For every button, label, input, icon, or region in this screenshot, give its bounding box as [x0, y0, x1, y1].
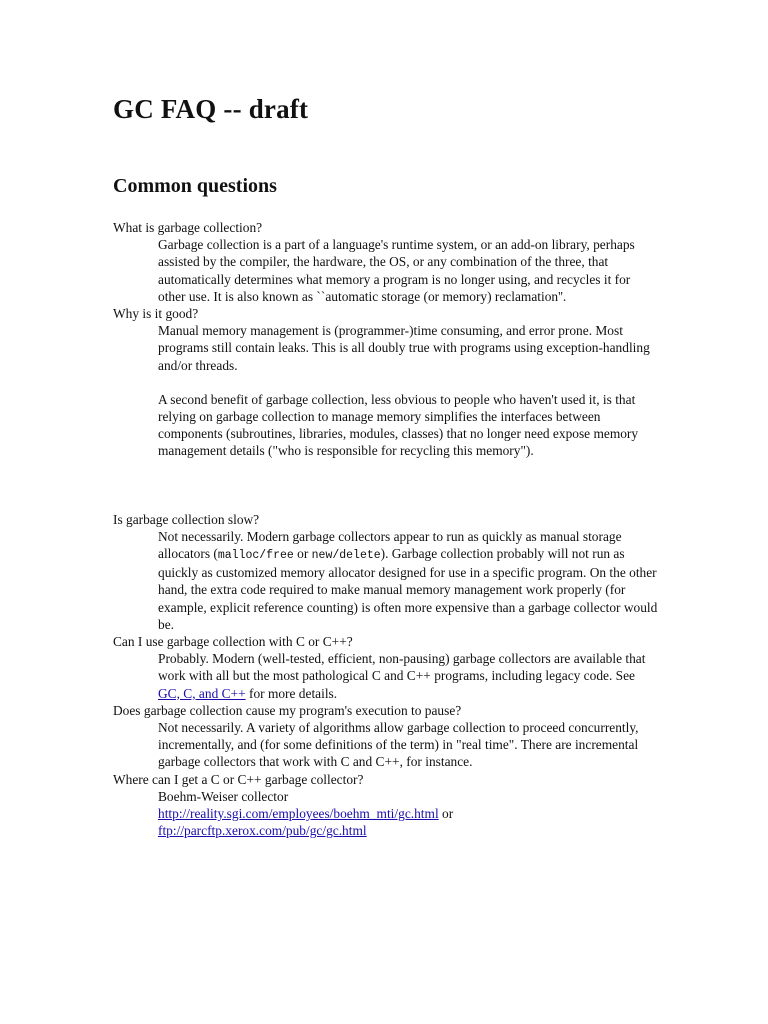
sgi-boehm-link[interactable]: http://reality.sgi.com/employees/boehm_mti/gc.html [158, 806, 439, 822]
answer-text: ). Garbage collection probably will not run as quickly as customized memory allocator designed for use in a specific program. On the other hand, the extra code required to make manual memory management work properly (for example, explicit reference counting) is often more expensive than a garbage collector would be. [158, 546, 658, 632]
page-title: GC FAQ -- draft [113, 94, 309, 124]
answer-paragraph: Garbage collection is a part of a language's runtime system, or an add-on library, perhaps assisted by the compiler, the hardware, the OS, or any combination of the three, that automatically determines what memory a program is no longer using, and recycles it for other use. It is also known as ``automatic storage (or memory) reclamation''. [158, 237, 635, 304]
answer-text: or [438, 806, 454, 822]
faq-answer-what-is-gc [158, 236, 658, 305]
faq-answer-is-gc-slow [158, 528, 658, 633]
answer-paragraph [158, 650, 658, 702]
faq-question-what-is-gc: What is garbage collection? [113, 220, 263, 235]
faq-question-gc-with-c: Can I use garbage collection with C or C++? [113, 634, 353, 650]
answer-paragraph: Not necessarily. A variety of algorithms allow garbage collection to proceed concurrently, incrementally, and (for some definitions of the term) in "real time". There are incremental garbage collectors that work with C and C++, for instance. [158, 720, 639, 770]
parc-ftp-link[interactable]: ftp://parcftp.xerox.com/pub/gc/gc.html [158, 823, 367, 839]
answer-text: or [293, 546, 312, 562]
faq-question-is-gc-slow: Is garbage collection slow? [113, 511, 260, 527]
faq-answer-where-get-gc [158, 788, 658, 840]
faq-question-where-get-gc: Where can I get a C or C++ garbage collector? [113, 771, 364, 787]
faq-answer-why-good [158, 322, 658, 510]
collector-links [158, 805, 658, 822]
faq-question-gc-pause: Does garbage collection cause my program's execution to pause? [113, 702, 462, 718]
blank-spacer [158, 460, 658, 511]
answer-text: Probably. Modern (well-tested, efficient, non-pausing) garbage collectors are available that work with all but the most pathological C and C++ programs, including legacy code. See [158, 651, 646, 684]
faq-answer-gc-with-c [158, 650, 658, 702]
collector-links [158, 822, 658, 839]
code-new-delete: new/delete [311, 549, 381, 563]
answer-paragraph: A second benefit of garbage collection, less obvious to people who haven't used it, is that relying on garbage collection to manage memory simplifies the interfaces between components (subroutines, libraries, modules, classes) that no longer need expose memory management details ("who is responsible for recycling this memory"). [158, 391, 639, 459]
answer-paragraph: Manual memory management is (programmer-)time consuming, and error prone. Most programs still contain leaks. This is all doubly true with programs using exception-handling and/or threads. [158, 323, 650, 373]
code-malloc-free: malloc/free [217, 549, 294, 563]
gc-c-cpp-link[interactable]: GC, C, and C++ [158, 685, 246, 701]
section-heading: Common questions [113, 175, 277, 197]
answer-text: Not necessarily. Modern garbage collectors appear to run as quickly as manual storage allocators ( [158, 528, 622, 562]
faq-list [113, 219, 658, 840]
answer-text: for more details. [245, 685, 338, 701]
faq-question-why-good: Why is it good? [113, 306, 199, 322]
document-page [113, 92, 658, 840]
collector-name: Boehm-Weiser collector [158, 788, 289, 804]
answer-paragraph [158, 528, 658, 633]
faq-answer-gc-pause [158, 719, 658, 771]
